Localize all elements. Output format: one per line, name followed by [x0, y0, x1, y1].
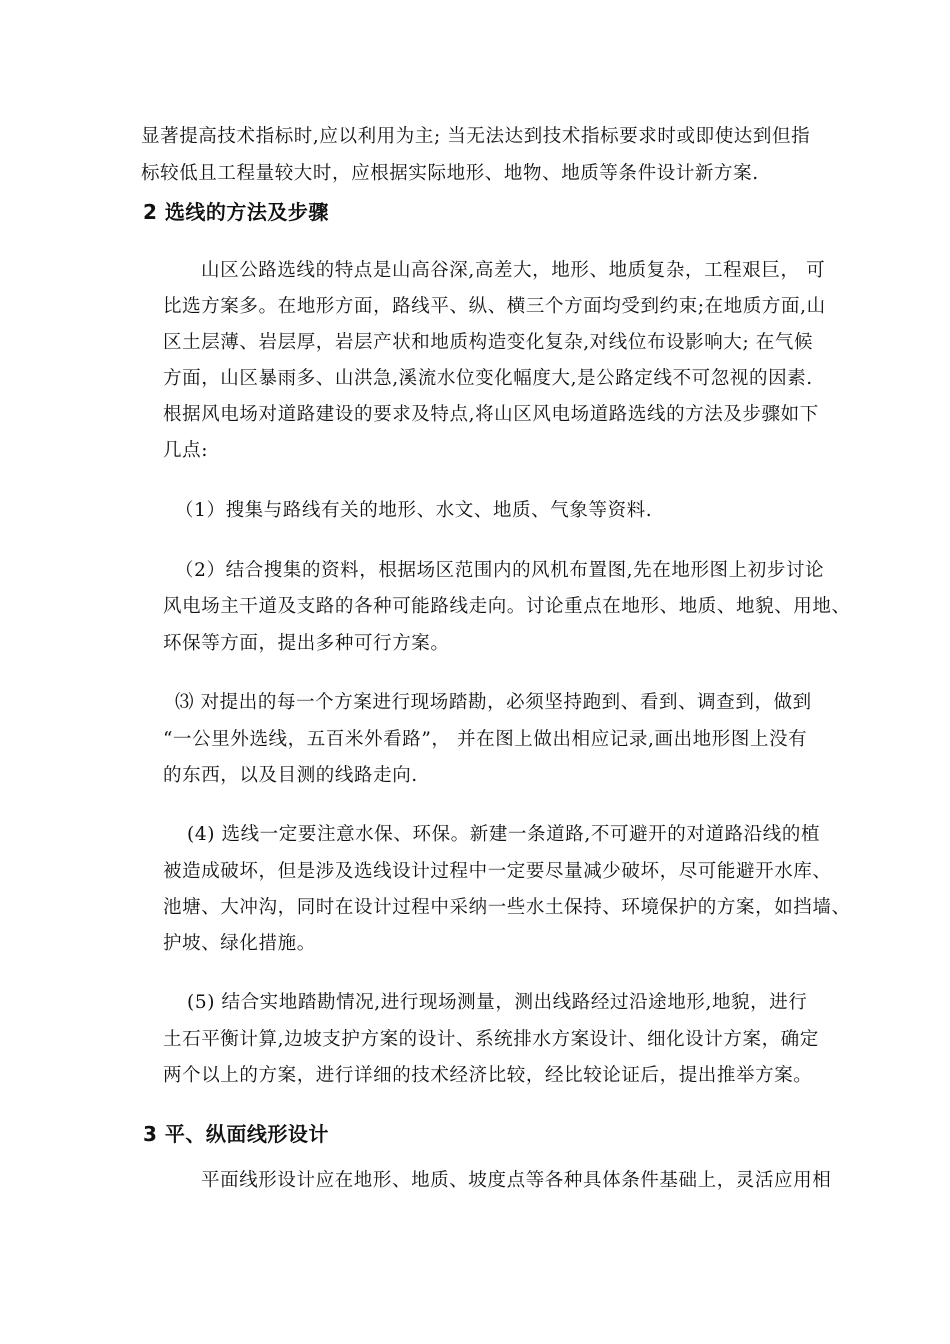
step-4-line-4: 护坡、绿化措施。 [163, 933, 316, 954]
section-2-para-line-5: 根据风电场对道路建设的要求及特点,将山区风电场道路选线的方法及步骤如下 [163, 404, 819, 425]
step-4-line-1: (4) 选线一定要注意水保、环保。新建一条道路,不可避开的对道路沿线的植 [187, 824, 821, 845]
step-3-line-2: “一公里外选线，五百米外看路”， 并在图上做出相应记录,画出地形图上没有 [163, 729, 808, 750]
step-5-line-1: (5) 结合实地踏勘情况,进行现场测量，测出线路经过沿途地形,地貌，进行 [187, 992, 808, 1013]
intro-line-1: 显著提高技术指标时,应以利用为主; 当无法达到技术指标要求时或即使达到但指 [141, 126, 811, 147]
section-2-para-line-2: 比选方案多。在地形方面，路线平、纵、横三个方面均受到约束;在地质方面,山 [163, 296, 826, 317]
section-2-para-line-1: 山区公路选线的特点是山高谷深,高差大，地形、地质复杂，工程艰巨， 可 [201, 260, 826, 281]
step-3-line-1: ⑶ 对提出的每一个方案进行现场踏勘，必须坚持跑到、看到、调查到，做到 [175, 692, 812, 713]
step-4-line-2: 被造成破坏，但是涉及选线设计过程中一定要尽量减少破坏，尽可能避开水库、 [163, 861, 832, 882]
step-1-line-1: （1）搜集与路线有关的地形、水文、地质、气象等资料. [175, 500, 653, 521]
step-2-line-1: （2）结合搜集的资料，根据场区范围内的风机布置图,先在地形图上初步讨论 [175, 560, 825, 581]
section-2-para-line-3: 区土层薄、岩层厚，岩层产状和地质构造变化复杂,对线位布设影响大; 在气候 [163, 332, 814, 353]
section-2-para-line-6: 几点: [163, 440, 209, 461]
section-3-heading: 3 平、纵面线形设计 [143, 1122, 329, 1146]
step-5-line-2: 土石平衡计算,边坡支护方案的设计、系统排水方案设计、细化设计方案，确定 [163, 1029, 819, 1050]
step-2-line-2: 风电场主干道及支路的各种可能路线走向。讨论重点在地形、地质、地貌、用地、 [163, 596, 851, 617]
intro-line-2: 标较低且工程量较大时，应根据实际地形、地物、地质等条件设计新方案. [141, 163, 759, 184]
section-2-heading: 2 选线的方法及步骤 [143, 200, 329, 224]
section-2-para-line-4: 方面，山区暴雨多、山洪急,溪流水位变化幅度大,是公路定线不可忽视的因素. [163, 368, 813, 389]
step-2-line-3: 环保等方面，提出多种可行方案。 [163, 633, 450, 654]
section-3-para-line-1: 平面线形设计应在地形、地质、坡度点等各种具体条件基础上，灵活应用相 [201, 1170, 832, 1191]
step-3-line-3: 的东西，以及目测的线路走向. [163, 765, 418, 786]
step-5-line-3: 两个以上的方案，进行详细的技术经济比较，经比较论证后，提出推举方案。 [163, 1065, 813, 1086]
step-4-line-3: 池塘、大冲沟，同时在设计过程中采纳一些水土保持、环境保护的方案，如挡墙、 [163, 897, 851, 918]
